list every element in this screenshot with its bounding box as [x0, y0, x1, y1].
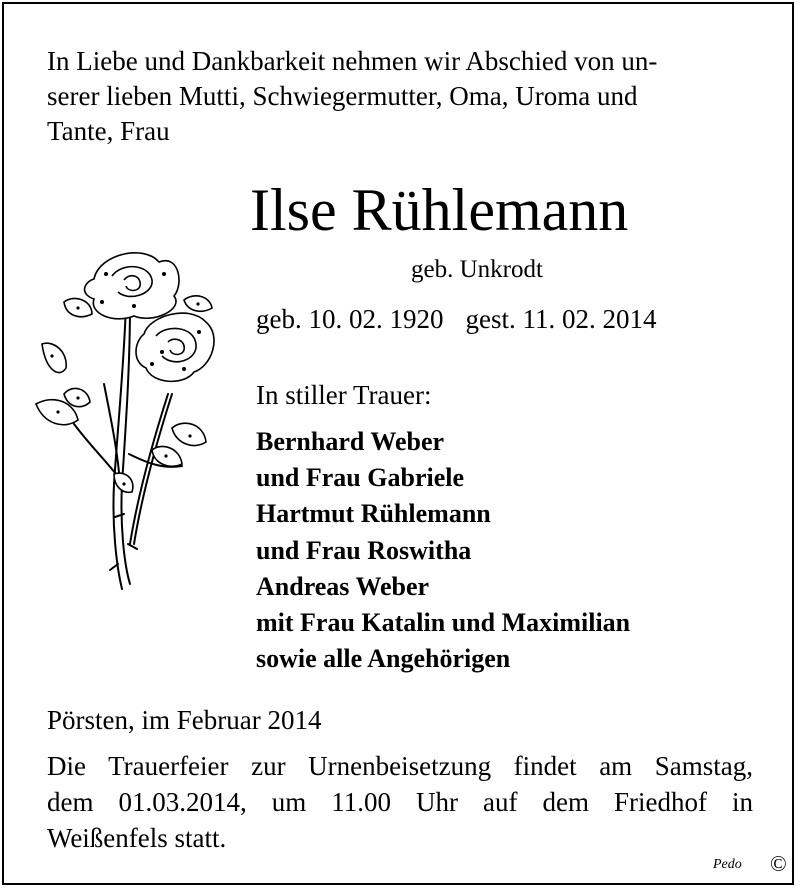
mourners-list [256, 424, 630, 677]
place-date: Pörsten, im Februar 2014 [47, 705, 322, 735]
rose-illustration-icon [34, 244, 220, 604]
ceremony-line: dem 01.03.2014, um 11.00 Uhr auf dem Friedhof in [47, 787, 753, 817]
mourner-line: Hartmut Rühlemann [256, 499, 491, 529]
intro-line: serer lieben Mutti, Schwiegermutter, Oma, Uroma und [47, 81, 638, 111]
ceremony-line: Weißenfels statt. [47, 823, 227, 853]
copyright-icon: © [770, 851, 787, 876]
maiden-name: geb. Unkrodt [411, 256, 543, 283]
life-dates [256, 302, 656, 336]
mourner-line: mit Frau Katalin und Maximilian [256, 607, 631, 637]
ceremony-text [47, 748, 753, 856]
mourner-line: sowie alle Angehörigen [256, 644, 511, 674]
deceased-name: Ilse Rühlemann [250, 177, 629, 243]
mourner-line: Bernhard Weber [256, 427, 445, 456]
birth-date: geb. 10. 02. 1920 [256, 304, 444, 334]
intro-line: In Liebe und Dankbarkeit nehmen wir Abschied von un- [47, 46, 658, 76]
mourner-line: und Frau Gabriele [256, 463, 465, 493]
intro-line: Tante, Frau [47, 116, 170, 146]
mourner-line: und Frau Roswitha [256, 535, 472, 565]
mourner-line: Andreas Weber [256, 571, 430, 601]
mourning-label: In stiller Trauer: [256, 380, 432, 410]
intro-text [47, 44, 753, 149]
ceremony-line: Die Trauerfeier zur Urnenbeisetzung findet am Samstag, [47, 751, 753, 781]
death-date: gest. 11. 02. 2014 [465, 304, 657, 334]
artist-signature: Pedo [713, 857, 742, 872]
